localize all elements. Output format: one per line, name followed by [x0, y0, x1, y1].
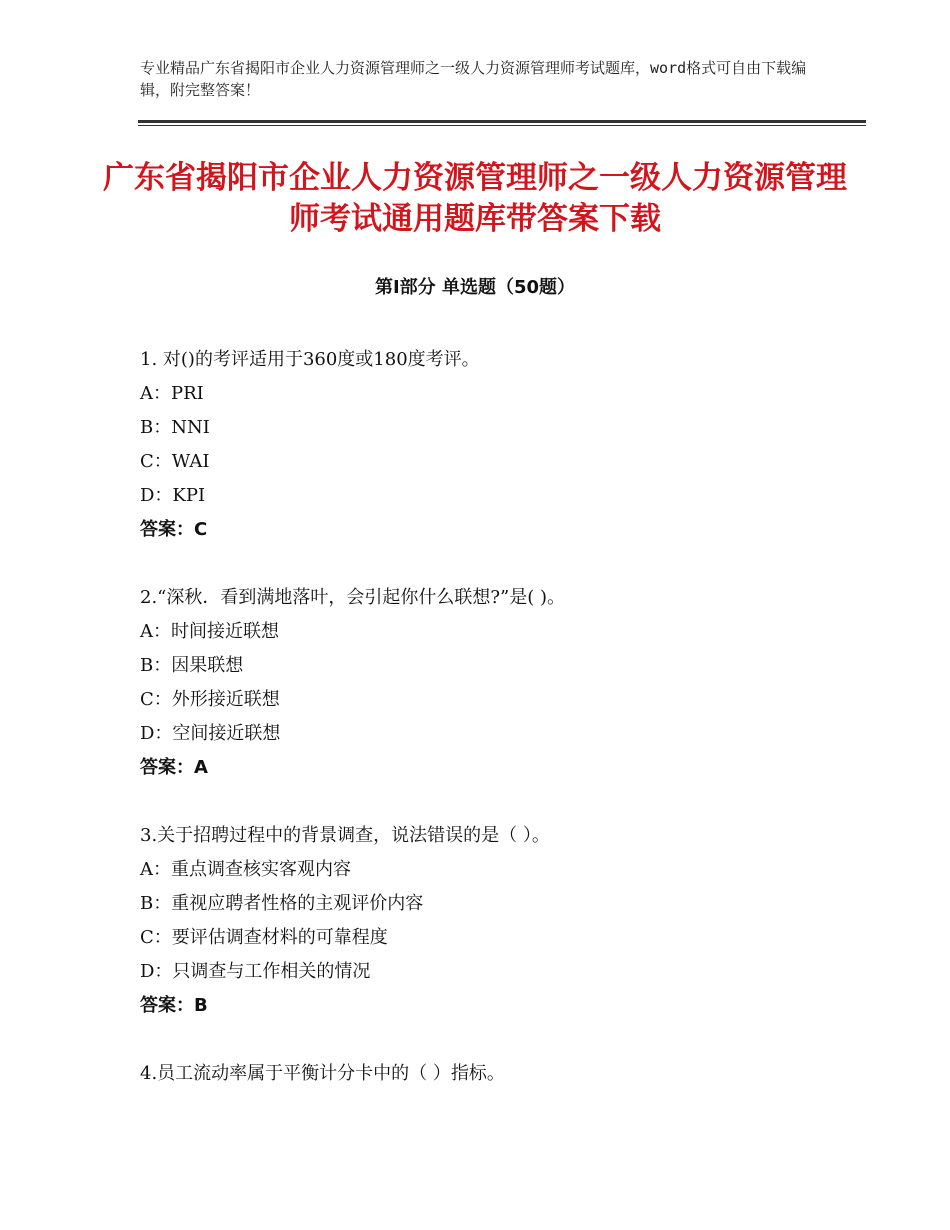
question-stem: 2.“深秋．看到满地落叶，会引起你什么联想?”是( )。 — [140, 587, 565, 608]
answer: 答案：A — [140, 757, 208, 778]
document-title: 广东省揭阳市企业人力资源管理师之一级人力资源管理师考试通用题库带答案下载 — [103, 160, 847, 237]
header-divider — [138, 120, 866, 126]
divider-thin-line — [138, 125, 866, 126]
divider-thick-line — [138, 120, 866, 123]
question-4 — [140, 1057, 860, 1091]
option-b: B：NNI — [140, 417, 210, 438]
question-stem: 4.员工流动率属于平衡计分卡中的（ ）指标。 — [140, 1063, 505, 1084]
option-a: A：PRI — [140, 383, 204, 404]
option-b: B：重视应聘者性格的主观评价内容 — [140, 893, 424, 914]
option-c: C：外形接近联想 — [140, 689, 280, 710]
option-c: C：要评估调查材料的可靠程度 — [140, 927, 388, 948]
question-stem: 1. 对()的考评适用于360度或180度考评。 — [140, 349, 480, 370]
option-d: D：空间接近联想 — [140, 723, 281, 744]
question-2 — [140, 581, 860, 785]
option-c: C：WAI — [140, 451, 210, 472]
option-d: D：只调查与工作相关的情况 — [140, 961, 371, 982]
question-3 — [140, 819, 860, 1023]
option-b: B：因果联想 — [140, 655, 244, 676]
answer: 答案：B — [140, 995, 208, 1016]
option-a: A：重点调查核实客观内容 — [140, 859, 351, 880]
header-note: 专业精品广东省揭阳市企业人力资源管理师之一级人力资源管理师考试题库，word格式可自由下载编辑，附完整答案！ — [140, 59, 807, 99]
question-list — [140, 343, 860, 1125]
question-stem: 3.关于招聘过程中的背景调查，说法错误的是（ ）。 — [140, 825, 550, 846]
answer: 答案：C — [140, 519, 208, 540]
section-heading: 第Ⅰ部分 单选题（50题） — [374, 277, 575, 298]
question-1 — [140, 343, 860, 547]
option-a: A：时间接近联想 — [140, 621, 279, 642]
option-d: D：KPI — [140, 485, 206, 506]
